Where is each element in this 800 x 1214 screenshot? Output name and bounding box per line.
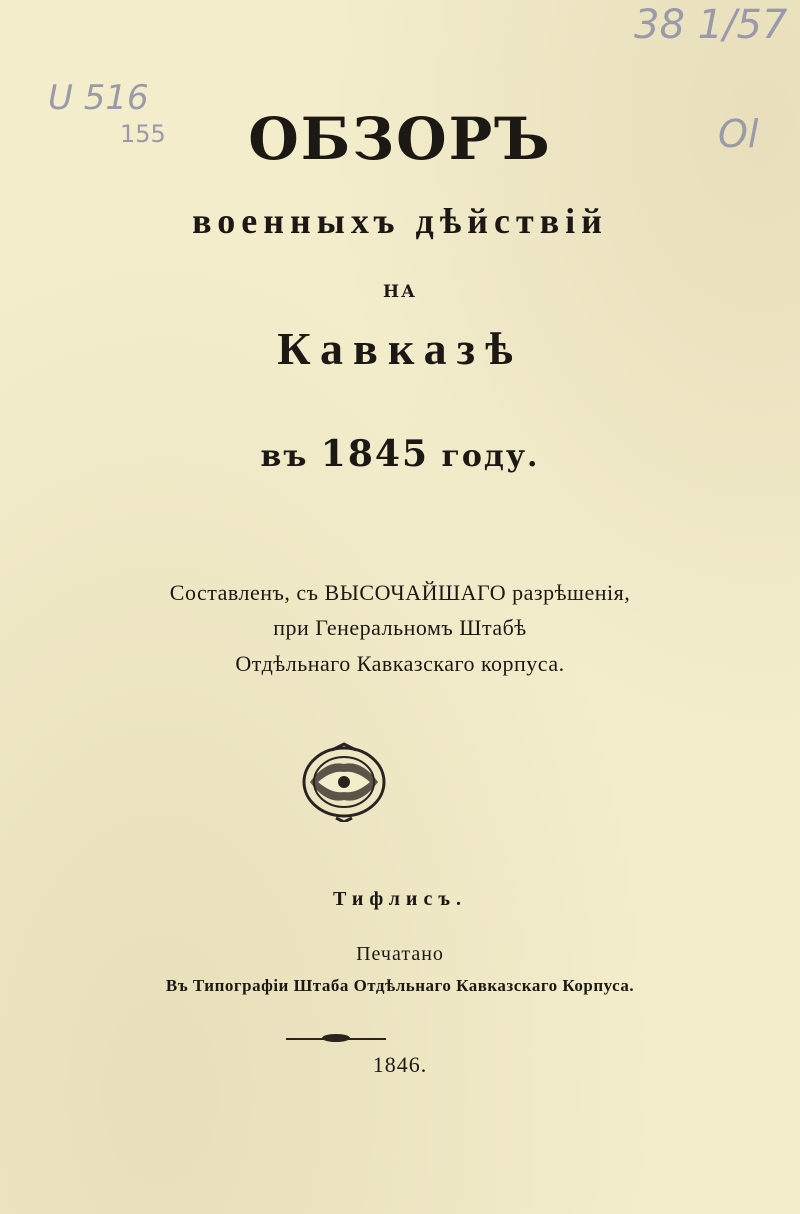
handwritten-inventory-mark: U 516 <box>48 78 149 118</box>
compiled-line-3: Отдѣльнаго Кавказскаго корпуса. <box>235 651 565 676</box>
title-year-line <box>0 433 800 475</box>
handwritten-margin-mark: Ol <box>718 112 759 156</box>
decorative-rule-center <box>322 1034 350 1042</box>
year-number: 1845 <box>320 433 429 475</box>
book-subtitle: военныхъ дѣйствій <box>192 201 608 241</box>
book-title: ОБЗОРЪ <box>248 105 552 173</box>
stamp-number: 155 <box>120 120 166 148</box>
publication-year: 1846. <box>372 1052 428 1077</box>
handwritten-shelfmark: 38 1/57 <box>634 2 788 48</box>
year-suffix: году. <box>441 439 540 474</box>
imprint-press: Въ Типографіи Штаба Отдѣльнаго Кавказскаго Корпуса. <box>165 976 635 995</box>
imprint-city: Тифлисъ. <box>333 888 467 910</box>
year-prefix: въ <box>260 439 309 474</box>
compiled-line-2: при Генеральномъ Штабѣ <box>273 615 527 640</box>
floral-vignette-icon <box>296 742 392 822</box>
imprint-printed: Печатано <box>356 943 444 965</box>
title-connector: НА <box>383 282 417 302</box>
title-region: Кавказѣ <box>277 323 523 374</box>
compiled-line-1: Составленъ, съ ВЫСОЧАЙШАГО разрѣшенія, <box>169 580 631 605</box>
